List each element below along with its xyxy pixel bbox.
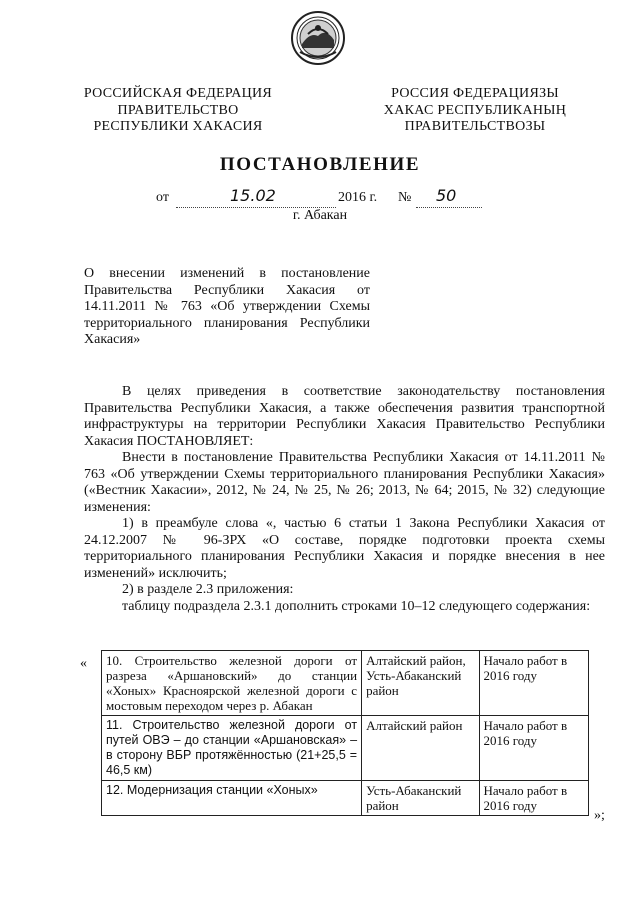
handwritten-date: 15.02 — [230, 186, 276, 205]
closing-quote: »; — [594, 808, 605, 823]
header-left-line: ПРАВИТЕЛЬСТВО — [117, 102, 239, 118]
document-subject: О внесении изменений в постановление Правительства Республики Хакасия от 14.11.2011 № 763 «Об утверждении Схемы территориального планирования Республики Хакасия» — [84, 266, 370, 347]
header-right-line: РОССИЯ ФЕДЕРАЦИЯЗЫ — [391, 86, 559, 101]
amendment-table — [101, 650, 589, 816]
republic-emblem-icon — [290, 10, 346, 66]
document-body — [84, 384, 605, 615]
body-paragraph: Внести в постановление Правительства Республики Хакасия от 14.11.2011 № 763 «Об утверждении Схемы территориального планирования Республики Хакасия» («Вестник Хакасии», 2012, № 24, № 25, № 26; 2013, № 64; 2015, № 32) следующие изменения: — [84, 450, 605, 515]
body-paragraph: 1) в преамбуле слова «, частью 6 статьи 1 Закона Республики Хакасия от 24.12.2007 № 96-ЗРХ «О составе, порядке подготовки проекта схемы территориального планирования Республики Хакасия и порядке внесения в нее изменений» исключить; — [84, 516, 605, 581]
handwritten-number: 50 — [436, 186, 457, 205]
body-paragraph: таблицу подраздела 2.3.1 дополнить строками 10–12 следующего содержания: — [122, 598, 591, 614]
header-left-block — [78, 86, 278, 136]
table-cell-start: Начало работ в 2016 году — [479, 716, 588, 781]
opening-quote: « — [80, 656, 87, 671]
table-cell-district: Алтайский район, Усть-Абаканский район — [362, 651, 479, 716]
table-row — [102, 781, 589, 816]
header-left-line: РОССИЙСКАЯ ФЕДЕРАЦИЯ — [83, 86, 273, 101]
year-label: 2016 г. — [338, 190, 378, 205]
header-right-line: ХАКАС РЕСПУБЛИКАНЫҢ — [383, 102, 567, 118]
city-label: г. Абакан — [292, 208, 348, 223]
header-left-line: РЕСПУБЛИКИ ХАКАСИЯ — [93, 119, 263, 134]
body-paragraph: В целях приведения в соответствие законодательству постановления Правительства Республики Хакасия, а также обеспечения развития транспортной инфраструктуры на территории Республики Хакасия Правительство Республики Хакасия ПОСТАНОВЛЯЕТ: — [84, 384, 605, 449]
table-cell-start: Начало работ в 2016 году — [479, 651, 588, 716]
header-right-line: ПРАВИТЕЛЬСТВОЗЫ — [404, 119, 546, 134]
table-row — [102, 651, 589, 716]
table-cell-name: 12. Модернизация станции «Хоных» — [102, 781, 362, 816]
table-cell-district: Алтайский район — [362, 716, 479, 781]
document-title: ПОСТАНОВЛЕНИЕ — [219, 154, 421, 175]
header-right-block — [360, 86, 590, 136]
table-cell-name: 10. Строительство железной дороги от разреза «Аршановский» до станции «Хоных» Красноярской железной дороги с мостовым переходом через р. Абакан — [102, 651, 362, 716]
body-paragraph: 2) в разделе 2.3 приложения: — [122, 582, 294, 597]
table-cell-name: 11. Строительство железной дороги от путей ОВЭ – до станции «Аршановская» – в сторону ВБР протяжённостью (21+25,5 = 46,5 км) — [102, 716, 362, 781]
table-cell-district: Усть-Абаканский район — [362, 781, 479, 816]
date-from-label: от — [156, 190, 169, 205]
table-cell-start: Начало работ в 2016 году — [479, 781, 588, 816]
table-row — [102, 716, 589, 781]
number-label: № — [398, 190, 412, 205]
